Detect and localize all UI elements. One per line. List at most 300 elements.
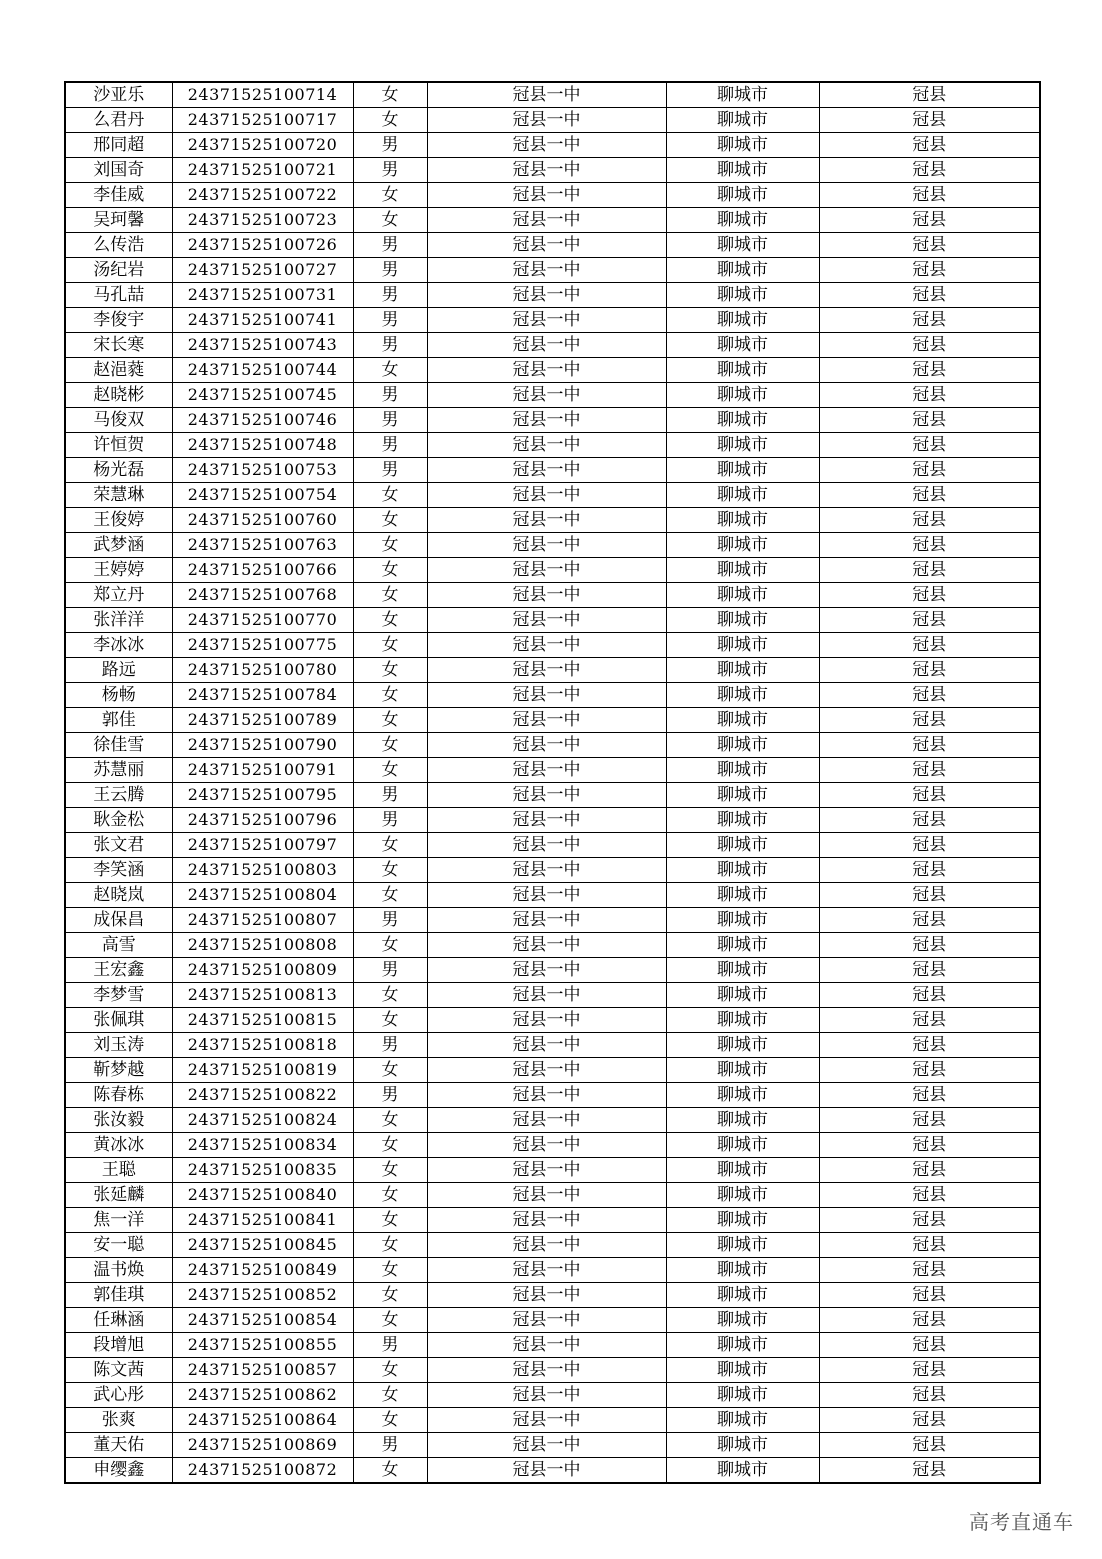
school-cell: 冠县一中 [427, 1258, 666, 1283]
city-cell: 聊城市 [666, 358, 819, 383]
county-cell: 冠县 [819, 108, 1040, 133]
city-cell: 聊城市 [666, 708, 819, 733]
gender-cell: 女 [353, 983, 427, 1008]
name-cell: 李笑涵 [65, 858, 172, 883]
exam-id-cell: 24371525100745 [172, 383, 353, 408]
school-cell: 冠县一中 [427, 82, 666, 108]
name-cell: 张洋洋 [65, 608, 172, 633]
roster-table [64, 81, 1041, 1484]
table-row [65, 408, 1040, 433]
school-cell: 冠县一中 [427, 1383, 666, 1408]
school-cell: 冠县一中 [427, 258, 666, 283]
school-cell: 冠县一中 [427, 483, 666, 508]
school-cell: 冠县一中 [427, 133, 666, 158]
gender-cell: 女 [353, 108, 427, 133]
table-row [65, 1183, 1040, 1208]
exam-id-cell: 24371525100763 [172, 533, 353, 558]
name-cell: 赵浥蕤 [65, 358, 172, 383]
table-row [65, 683, 1040, 708]
school-cell: 冠县一中 [427, 833, 666, 858]
name-cell: 赵晓彬 [65, 383, 172, 408]
school-cell: 冠县一中 [427, 583, 666, 608]
table-row [65, 133, 1040, 158]
school-cell: 冠县一中 [427, 1458, 666, 1484]
gender-cell: 女 [353, 1133, 427, 1158]
exam-id-cell: 24371525100760 [172, 508, 353, 533]
name-cell: 李冰冰 [65, 633, 172, 658]
table-row [65, 1158, 1040, 1183]
exam-id-cell: 24371525100803 [172, 858, 353, 883]
table-row [65, 283, 1040, 308]
table-row [65, 1208, 1040, 1233]
county-cell: 冠县 [819, 1308, 1040, 1333]
table-row [65, 1033, 1040, 1058]
gender-cell: 男 [353, 308, 427, 333]
school-cell: 冠县一中 [427, 308, 666, 333]
county-cell: 冠县 [819, 808, 1040, 833]
county-cell: 冠县 [819, 883, 1040, 908]
gender-cell: 男 [353, 958, 427, 983]
name-cell: 沙亚乐 [65, 82, 172, 108]
table-row [65, 833, 1040, 858]
school-cell: 冠县一中 [427, 758, 666, 783]
county-cell: 冠县 [819, 383, 1040, 408]
table-row [65, 308, 1040, 333]
county-cell: 冠县 [819, 283, 1040, 308]
table-row [65, 908, 1040, 933]
table-row [65, 183, 1040, 208]
name-cell: 武心彤 [65, 1383, 172, 1408]
gender-cell: 女 [353, 1358, 427, 1383]
exam-id-cell: 24371525100754 [172, 483, 353, 508]
exam-id-cell: 24371525100741 [172, 308, 353, 333]
exam-id-cell: 24371525100766 [172, 558, 353, 583]
name-cell: 徐佳雪 [65, 733, 172, 758]
name-cell: 郑立丹 [65, 583, 172, 608]
table-row [65, 1408, 1040, 1433]
name-cell: 武梦涵 [65, 533, 172, 558]
gender-cell: 女 [353, 1408, 427, 1433]
name-cell: 申缨鑫 [65, 1458, 172, 1484]
county-cell: 冠县 [819, 1008, 1040, 1033]
exam-id-cell: 24371525100717 [172, 108, 353, 133]
school-cell: 冠县一中 [427, 633, 666, 658]
school-cell: 冠县一中 [427, 533, 666, 558]
gender-cell: 男 [353, 1433, 427, 1458]
name-cell: 张延麟 [65, 1183, 172, 1208]
gender-cell: 女 [353, 1158, 427, 1183]
gender-cell: 女 [353, 1008, 427, 1033]
exam-id-cell: 24371525100784 [172, 683, 353, 708]
table-row [65, 1083, 1040, 1108]
name-cell: 汤纪岩 [65, 258, 172, 283]
school-cell: 冠县一中 [427, 858, 666, 883]
table-row [65, 783, 1040, 808]
name-cell: 么传浩 [65, 233, 172, 258]
exam-id-cell: 24371525100822 [172, 1083, 353, 1108]
exam-id-cell: 24371525100834 [172, 1133, 353, 1158]
city-cell: 聊城市 [666, 683, 819, 708]
gender-cell: 女 [353, 1458, 427, 1484]
name-cell: 成保昌 [65, 908, 172, 933]
county-cell: 冠县 [819, 1108, 1040, 1133]
exam-id-cell: 24371525100852 [172, 1283, 353, 1308]
gender-cell: 女 [353, 683, 427, 708]
gender-cell: 女 [353, 833, 427, 858]
table-row [65, 708, 1040, 733]
exam-id-cell: 24371525100835 [172, 1158, 353, 1183]
gender-cell: 男 [353, 383, 427, 408]
county-cell: 冠县 [819, 508, 1040, 533]
table-row [65, 858, 1040, 883]
city-cell: 聊城市 [666, 583, 819, 608]
school-cell: 冠县一中 [427, 783, 666, 808]
exam-id-cell: 24371525100818 [172, 1033, 353, 1058]
exam-id-cell: 24371525100775 [172, 633, 353, 658]
school-cell: 冠县一中 [427, 958, 666, 983]
table-row [65, 82, 1040, 108]
school-cell: 冠县一中 [427, 908, 666, 933]
table-row [65, 1333, 1040, 1358]
school-cell: 冠县一中 [427, 1083, 666, 1108]
school-cell: 冠县一中 [427, 183, 666, 208]
name-cell: 董天佑 [65, 1433, 172, 1458]
city-cell: 聊城市 [666, 458, 819, 483]
county-cell: 冠县 [819, 233, 1040, 258]
table-row [65, 733, 1040, 758]
name-cell: 郭佳 [65, 708, 172, 733]
county-cell: 冠县 [819, 633, 1040, 658]
gender-cell: 女 [353, 1258, 427, 1283]
table-row [65, 433, 1040, 458]
gender-cell: 男 [353, 433, 427, 458]
county-cell: 冠县 [819, 1433, 1040, 1458]
exam-id-cell: 24371525100840 [172, 1183, 353, 1208]
county-cell: 冠县 [819, 933, 1040, 958]
city-cell: 聊城市 [666, 408, 819, 433]
gender-cell: 女 [353, 1058, 427, 1083]
county-cell: 冠县 [819, 133, 1040, 158]
city-cell: 聊城市 [666, 558, 819, 583]
table-row [65, 1008, 1040, 1033]
table-row [65, 1458, 1040, 1484]
name-cell: 陈文茜 [65, 1358, 172, 1383]
school-cell: 冠县一中 [427, 1108, 666, 1133]
city-cell: 聊城市 [666, 833, 819, 858]
county-cell: 冠县 [819, 208, 1040, 233]
name-cell: 郭佳琪 [65, 1283, 172, 1308]
school-cell: 冠县一中 [427, 508, 666, 533]
gender-cell: 男 [353, 1083, 427, 1108]
exam-id-cell: 24371525100780 [172, 658, 353, 683]
county-cell: 冠县 [819, 583, 1040, 608]
school-cell: 冠县一中 [427, 1208, 666, 1233]
table-row [65, 333, 1040, 358]
city-cell: 聊城市 [666, 233, 819, 258]
exam-id-cell: 24371525100795 [172, 783, 353, 808]
city-cell: 聊城市 [666, 308, 819, 333]
city-cell: 聊城市 [666, 658, 819, 683]
school-cell: 冠县一中 [427, 333, 666, 358]
name-cell: 任琳涵 [65, 1308, 172, 1333]
name-cell: 王宏鑫 [65, 958, 172, 983]
exam-id-cell: 24371525100727 [172, 258, 353, 283]
exam-id-cell: 24371525100722 [172, 183, 353, 208]
exam-id-cell: 24371525100791 [172, 758, 353, 783]
name-cell: 马俊双 [65, 408, 172, 433]
name-cell: 王云腾 [65, 783, 172, 808]
gender-cell: 女 [353, 1183, 427, 1208]
table-row [65, 458, 1040, 483]
exam-id-cell: 24371525100796 [172, 808, 353, 833]
city-cell: 聊城市 [666, 283, 819, 308]
exam-id-cell: 24371525100721 [172, 158, 353, 183]
city-cell: 聊城市 [666, 1058, 819, 1083]
exam-id-cell: 24371525100768 [172, 583, 353, 608]
name-cell: 许恒贺 [65, 433, 172, 458]
county-cell: 冠县 [819, 1283, 1040, 1308]
city-cell: 聊城市 [666, 383, 819, 408]
gender-cell: 女 [353, 1283, 427, 1308]
table-row [65, 208, 1040, 233]
school-cell: 冠县一中 [427, 233, 666, 258]
gender-cell: 男 [353, 1033, 427, 1058]
city-cell: 聊城市 [666, 1208, 819, 1233]
city-cell: 聊城市 [666, 1408, 819, 1433]
exam-id-cell: 24371525100813 [172, 983, 353, 1008]
gender-cell: 男 [353, 233, 427, 258]
name-cell: 王聪 [65, 1158, 172, 1183]
city-cell: 聊城市 [666, 958, 819, 983]
table-row [65, 1108, 1040, 1133]
county-cell: 冠县 [819, 1408, 1040, 1433]
gender-cell: 女 [353, 483, 427, 508]
exam-id-cell: 24371525100746 [172, 408, 353, 433]
table-row [65, 558, 1040, 583]
city-cell: 聊城市 [666, 1358, 819, 1383]
exam-id-cell: 24371525100770 [172, 608, 353, 633]
school-cell: 冠县一中 [427, 1283, 666, 1308]
school-cell: 冠县一中 [427, 883, 666, 908]
city-cell: 聊城市 [666, 858, 819, 883]
county-cell: 冠县 [819, 358, 1040, 383]
city-cell: 聊城市 [666, 758, 819, 783]
school-cell: 冠县一中 [427, 983, 666, 1008]
county-cell: 冠县 [819, 408, 1040, 433]
county-cell: 冠县 [819, 483, 1040, 508]
gender-cell: 男 [353, 258, 427, 283]
table-row [65, 758, 1040, 783]
school-cell: 冠县一中 [427, 1133, 666, 1158]
table-row [65, 483, 1040, 508]
city-cell: 聊城市 [666, 1083, 819, 1108]
table-row [65, 508, 1040, 533]
exam-id-cell: 24371525100731 [172, 283, 353, 308]
name-cell: 路远 [65, 658, 172, 683]
city-cell: 聊城市 [666, 933, 819, 958]
city-cell: 聊城市 [666, 1033, 819, 1058]
gender-cell: 女 [353, 733, 427, 758]
city-cell: 聊城市 [666, 1008, 819, 1033]
gender-cell: 女 [353, 633, 427, 658]
county-cell: 冠县 [819, 1383, 1040, 1408]
name-cell: 段增旭 [65, 1333, 172, 1358]
county-cell: 冠县 [819, 1058, 1040, 1083]
name-cell: 宋长寒 [65, 333, 172, 358]
exam-id-cell: 24371525100849 [172, 1258, 353, 1283]
table-row [65, 533, 1040, 558]
school-cell: 冠县一中 [427, 1033, 666, 1058]
table-row [65, 358, 1040, 383]
city-cell: 聊城市 [666, 608, 819, 633]
gender-cell: 女 [353, 82, 427, 108]
city-cell: 聊城市 [666, 1308, 819, 1333]
table-row [65, 583, 1040, 608]
gender-cell: 男 [353, 783, 427, 808]
city-cell: 聊城市 [666, 1333, 819, 1358]
school-cell: 冠县一中 [427, 358, 666, 383]
exam-id-cell: 24371525100714 [172, 82, 353, 108]
city-cell: 聊城市 [666, 133, 819, 158]
county-cell: 冠县 [819, 458, 1040, 483]
exam-id-cell: 24371525100744 [172, 358, 353, 383]
name-cell: 邢同超 [65, 133, 172, 158]
gender-cell: 男 [353, 1333, 427, 1358]
gender-cell: 男 [353, 408, 427, 433]
name-cell: 黄冰冰 [65, 1133, 172, 1158]
table-row [65, 933, 1040, 958]
gender-cell: 女 [353, 658, 427, 683]
name-cell: 温书焕 [65, 1258, 172, 1283]
name-cell: 张爽 [65, 1408, 172, 1433]
exam-id-cell: 24371525100845 [172, 1233, 353, 1258]
exam-id-cell: 24371525100869 [172, 1433, 353, 1458]
county-cell: 冠县 [819, 1183, 1040, 1208]
gender-cell: 女 [353, 183, 427, 208]
county-cell: 冠县 [819, 1358, 1040, 1383]
school-cell: 冠县一中 [427, 108, 666, 133]
city-cell: 聊城市 [666, 508, 819, 533]
city-cell: 聊城市 [666, 183, 819, 208]
county-cell: 冠县 [819, 82, 1040, 108]
exam-id-cell: 24371525100723 [172, 208, 353, 233]
school-cell: 冠县一中 [427, 733, 666, 758]
gender-cell: 女 [353, 508, 427, 533]
school-cell: 冠县一中 [427, 1158, 666, 1183]
name-cell: 王俊婷 [65, 508, 172, 533]
table-row [65, 633, 1040, 658]
county-cell: 冠县 [819, 683, 1040, 708]
county-cell: 冠县 [819, 1083, 1040, 1108]
school-cell: 冠县一中 [427, 658, 666, 683]
school-cell: 冠县一中 [427, 1358, 666, 1383]
city-cell: 聊城市 [666, 533, 819, 558]
exam-id-cell: 24371525100809 [172, 958, 353, 983]
table-row [65, 1383, 1040, 1408]
table-row [65, 108, 1040, 133]
name-cell: 张汝毅 [65, 1108, 172, 1133]
gender-cell: 女 [353, 1308, 427, 1333]
table-row [65, 883, 1040, 908]
gender-cell: 男 [353, 458, 427, 483]
table-row [65, 258, 1040, 283]
city-cell: 聊城市 [666, 258, 819, 283]
county-cell: 冠县 [819, 858, 1040, 883]
city-cell: 聊城市 [666, 1158, 819, 1183]
table-row [65, 983, 1040, 1008]
name-cell: 李俊宇 [65, 308, 172, 333]
school-cell: 冠县一中 [427, 1333, 666, 1358]
school-cell: 冠县一中 [427, 458, 666, 483]
name-cell: 荣慧琳 [65, 483, 172, 508]
school-cell: 冠县一中 [427, 558, 666, 583]
city-cell: 聊城市 [666, 1433, 819, 1458]
county-cell: 冠县 [819, 983, 1040, 1008]
exam-id-cell: 24371525100815 [172, 1008, 353, 1033]
name-cell: 陈春栋 [65, 1083, 172, 1108]
gender-cell: 女 [353, 558, 427, 583]
gender-cell: 女 [353, 358, 427, 383]
name-cell: 刘国奇 [65, 158, 172, 183]
exam-id-cell: 24371525100748 [172, 433, 353, 458]
city-cell: 聊城市 [666, 333, 819, 358]
city-cell: 聊城市 [666, 1233, 819, 1258]
table-row [65, 1308, 1040, 1333]
county-cell: 冠县 [819, 258, 1040, 283]
table-row [65, 233, 1040, 258]
exam-id-cell: 24371525100854 [172, 1308, 353, 1333]
exam-id-cell: 24371525100855 [172, 1333, 353, 1358]
county-cell: 冠县 [819, 1158, 1040, 1183]
school-cell: 冠县一中 [427, 1008, 666, 1033]
city-cell: 聊城市 [666, 108, 819, 133]
county-cell: 冠县 [819, 758, 1040, 783]
county-cell: 冠县 [819, 608, 1040, 633]
county-cell: 冠县 [819, 1133, 1040, 1158]
gender-cell: 女 [353, 1108, 427, 1133]
city-cell: 聊城市 [666, 983, 819, 1008]
table-row [65, 658, 1040, 683]
name-cell: 靳梦越 [65, 1058, 172, 1083]
city-cell: 聊城市 [666, 783, 819, 808]
county-cell: 冠县 [819, 708, 1040, 733]
name-cell: 苏慧丽 [65, 758, 172, 783]
name-cell: 王婷婷 [65, 558, 172, 583]
gender-cell: 男 [353, 158, 427, 183]
school-cell: 冠县一中 [427, 433, 666, 458]
name-cell: 张文君 [65, 833, 172, 858]
city-cell: 聊城市 [666, 1108, 819, 1133]
gender-cell: 女 [353, 208, 427, 233]
school-cell: 冠县一中 [427, 708, 666, 733]
school-cell: 冠县一中 [427, 1433, 666, 1458]
county-cell: 冠县 [819, 958, 1040, 983]
city-cell: 聊城市 [666, 208, 819, 233]
table-row [65, 808, 1040, 833]
table-row [65, 383, 1040, 408]
exam-id-cell: 24371525100824 [172, 1108, 353, 1133]
table-row [65, 1233, 1040, 1258]
city-cell: 聊城市 [666, 158, 819, 183]
exam-id-cell: 24371525100789 [172, 708, 353, 733]
gender-cell: 女 [353, 608, 427, 633]
gender-cell: 男 [353, 133, 427, 158]
exam-id-cell: 24371525100804 [172, 883, 353, 908]
county-cell: 冠县 [819, 433, 1040, 458]
city-cell: 聊城市 [666, 483, 819, 508]
city-cell: 聊城市 [666, 633, 819, 658]
gender-cell: 女 [353, 858, 427, 883]
